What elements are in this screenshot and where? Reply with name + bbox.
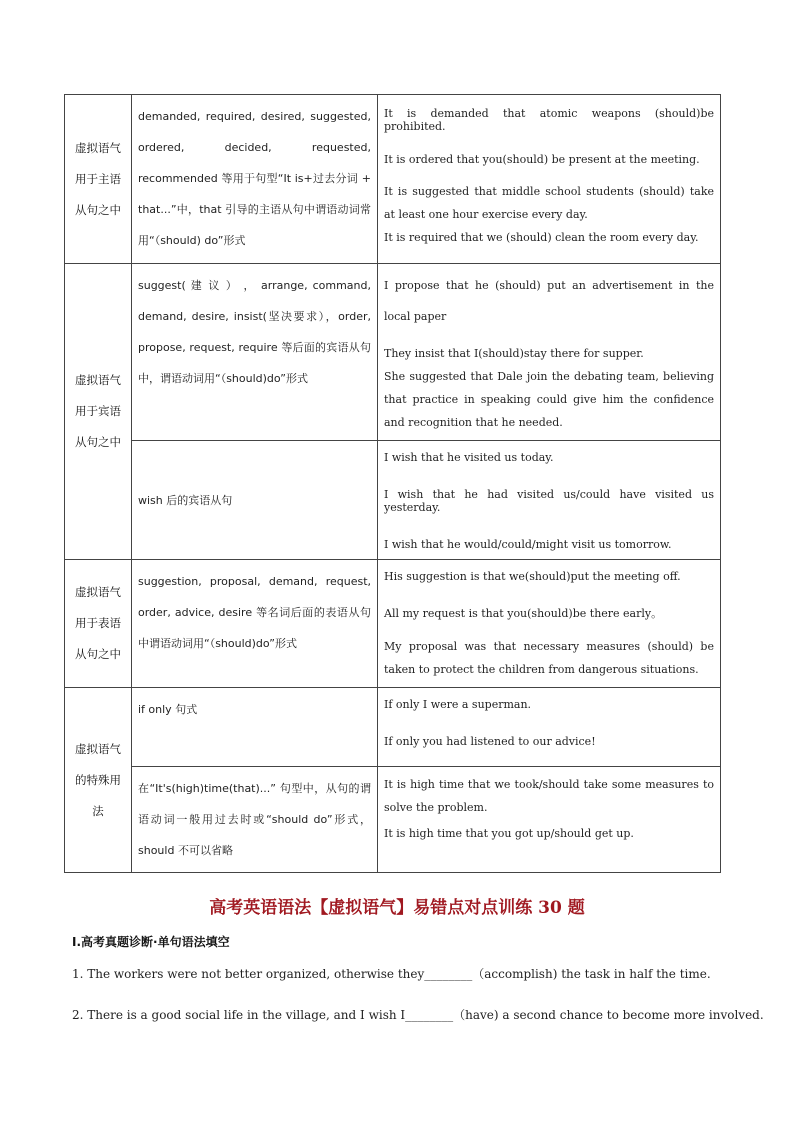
category-cell: 虚拟语气用于表语从句之中 [65, 560, 132, 688]
examples-cell [378, 560, 721, 688]
rule-cell: 在“It's(high)time(that)...” 句型中，从句的谓语动词一般用过去时或“should do”形式，should 不可以省略 [132, 767, 378, 873]
rule-cell: wish 后的宾语从句 [132, 441, 378, 560]
example-sentence: It is demanded that atomic weapons (should)be prohibited. [384, 107, 714, 133]
examples-cell [378, 688, 721, 767]
example-sentence: It is high time that we took/should take some measures to solve the problem. [384, 778, 714, 814]
table-row [65, 767, 721, 873]
example-sentence: If only I were a superman. [384, 698, 532, 711]
rule-cell: suggestion, proposal, demand, request, order, advice, desire 等名词后面的表语从句中谓语动词用“（should)do”形式 [132, 560, 378, 688]
table-row [65, 95, 721, 264]
rule-cell: suggest( 建 议 ） ， arrange, command, demand, desire, insist(坚决要求），order, propose, request, require 等后面的宾语从句中，谓语动词用“（should)do”形式 [132, 264, 378, 441]
subjunctive-grammar-table [64, 94, 721, 873]
example-sentence: If only you had listened to our advice! [384, 735, 596, 748]
category-cell: 虚拟语气的特殊用法 [65, 688, 132, 873]
category-cell: 虚拟语气用于宾语从句之中 [65, 264, 132, 560]
example-sentence: They insist that I(should)stay there for supper. [384, 347, 644, 360]
category-cell: 虚拟语气用于主语从句之中 [65, 95, 132, 264]
table-row [65, 264, 721, 441]
example-sentence: It is suggested that middle school students (should) take at least one hour exercise every day. [384, 185, 714, 221]
example-sentence: I wish that he had visited us/could have visited us yesterday. [384, 488, 714, 514]
exercise-title: 高考英语语法【虚拟语气】易错点对点训练 30 题 [209, 898, 585, 918]
example-sentence: It is ordered that you(should) be present at the meeting. [384, 153, 700, 166]
examples-cell [378, 264, 721, 441]
example-sentence: It is high time that you got up/should get up. [384, 827, 634, 840]
example-sentence: I wish that he visited us today. [384, 451, 554, 464]
question-1: 1. The workers were not better organized, otherwise they________（accomplish) the task in half the time. [72, 967, 711, 981]
example-sentence: It is required that we (should) clean the room every day. [384, 231, 699, 244]
rule-cell: demanded, required, desired, suggested, ordered, decided, requested, recommended 等用于句型“It is+过去分词 + that...”中，that 引导的主语从句中谓语动词常用“（should) do”形式 [132, 95, 378, 264]
rule-cell: if only 句式 [132, 688, 378, 767]
table-row [65, 688, 721, 767]
examples-cell [378, 767, 721, 873]
example-sentence: I propose that he (should) put an advertisement in the local paper [384, 279, 714, 323]
examples-cell [378, 441, 721, 560]
table-row [65, 441, 721, 560]
example-sentence: All my request is that you(should)be there early。 [384, 607, 663, 620]
example-sentence: I wish that he would/could/might visit us tomorrow. [384, 538, 672, 551]
table-row [65, 560, 721, 688]
example-sentence: His suggestion is that we(should)put the meeting off. [384, 570, 681, 583]
question-2: 2. There is a good social life in the village, and I wish I________（have) a second chance to become more involved. [72, 1008, 764, 1022]
example-sentence: She suggested that Dale join the debating team, believing that practice in speaking could give him the confidence and recognition that he needed. [384, 370, 714, 429]
examples-cell [378, 95, 721, 264]
section-heading: I.高考真题诊断·单句语法填空 [72, 935, 230, 949]
example-sentence: My proposal was that necessary measures (should) be taken to protect the children from dangerous situations. [384, 640, 714, 676]
